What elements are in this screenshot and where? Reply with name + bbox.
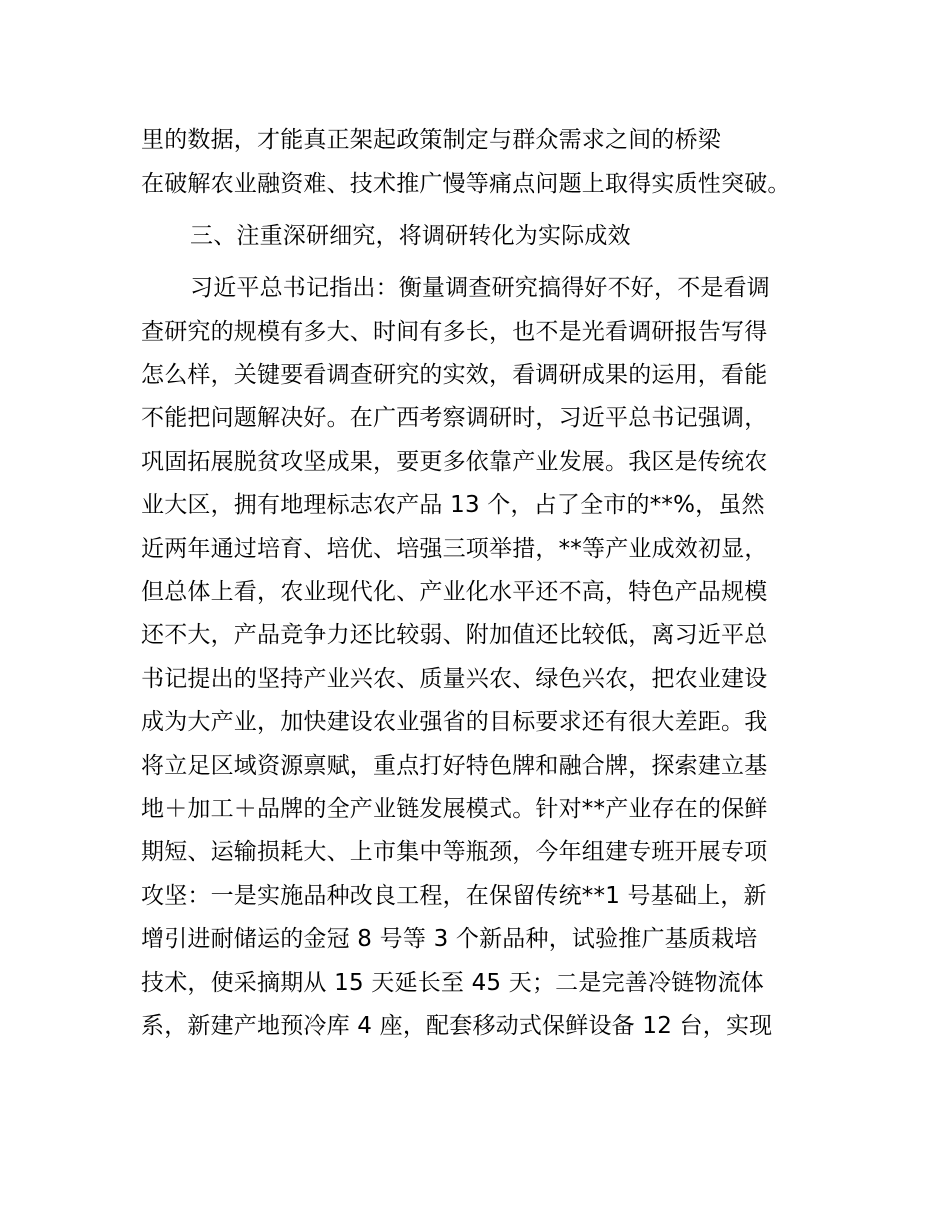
paragraph-line: 近两年通过培育、培优、培强三项举措，**等产业成效初显， — [141, 536, 768, 562]
paragraph-line: 增引进耐储运的金冠 8 号等 3 个新品种，试验推广基质栽培 — [141, 926, 758, 952]
section-heading: 三、注重深研细究，将调研转化为实际成效 — [190, 223, 631, 249]
paragraph-line: 系，新建产地预冷库 4 座，配套移动式保鲜设备 12 台，实现 — [141, 1013, 773, 1039]
paragraph-line: 期短、运输损耗大、上市集中等瓶颈，今年组建专班开展专项 — [141, 839, 768, 865]
paragraph-line: 查研究的规模有多大、时间有多长，也不是光看调研报告写得 — [141, 319, 768, 345]
paragraph-line: 怎么样，关键要看调查研究的实效，看调研成果的运用，看能 — [141, 362, 768, 388]
paragraph-line: 不能把问题解决好。在广西考察调研时，习近平总书记强调， — [141, 405, 768, 431]
paragraph-line: 攻坚：一是实施品种改良工程，在保留传统**1 号基础上，新 — [141, 883, 767, 909]
paragraph-line: 将立足区域资源禀赋，重点打好特色牌和融合牌，探索建立基 — [141, 753, 768, 779]
paragraph-line: 但总体上看，农业现代化、产业化水平还不高，特色产品规模 — [141, 579, 768, 605]
paragraph-line: 在破解农业融资难、技术推广慢等痛点问题上取得实质性突破。 — [141, 171, 791, 197]
paragraph-line: 还不大，产品竞争力还比较弱、附加值还比较低，离习近平总 — [141, 622, 768, 648]
paragraph-line: 技术，使采摘期从 15 天延长至 45 天；二是完善冷链物流体 — [141, 970, 764, 996]
paragraph-line: 习近平总书记指出：衡量调查研究搞得好不好，不是看调 — [190, 275, 770, 301]
paragraph-line: 巩固拓展脱贫攻坚成果，要更多依靠产业发展。我区是传统农 — [141, 449, 768, 475]
paragraph-line: 书记提出的坚持产业兴农、质量兴农、绿色兴农，把农业建设 — [141, 666, 768, 692]
paragraph-line: 地＋加工＋品牌的全产业链发展模式。针对**产业存在的保鲜 — [141, 796, 768, 822]
paragraph-line: 里的数据，才能真正架起政策制定与群众需求之间的桥梁 — [141, 127, 721, 153]
paragraph-line: 成为大产业，加快建设农业强省的目标要求还有很大差距。我 — [141, 709, 768, 735]
paragraph-line: 业大区，拥有地理标志农产品 13 个，占了全市的**%，虽然 — [141, 492, 765, 518]
